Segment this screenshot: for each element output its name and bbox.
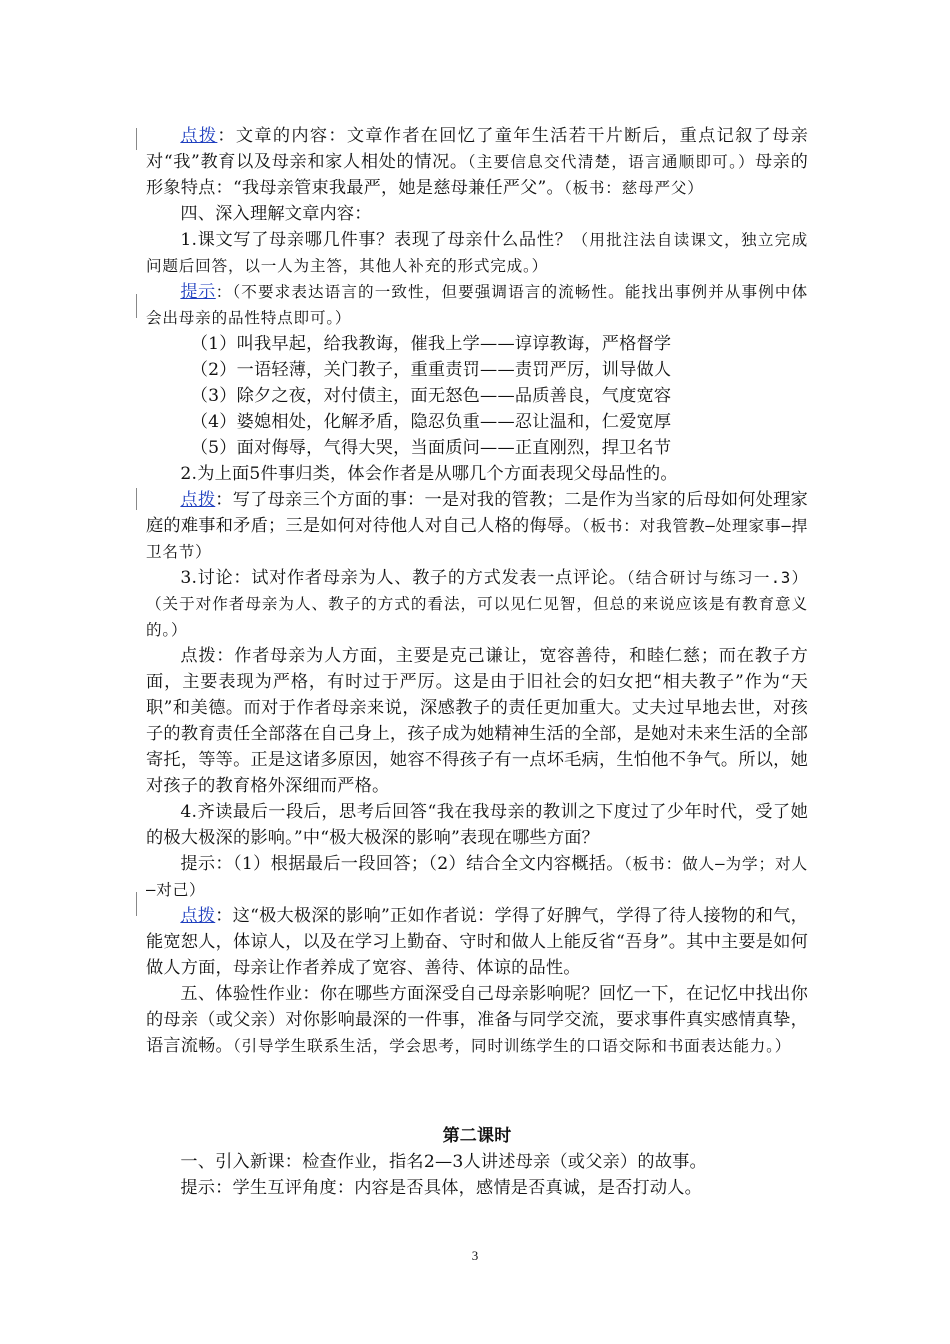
- paragraph: [146, 279, 808, 331]
- paragraph-text: 1.课文写了母亲哪几件事？表现了母亲什么品性？: [180, 230, 573, 250]
- section-title: 第二课时: [442, 1126, 512, 1146]
- hint-link[interactable]: 提示: [180, 282, 216, 302]
- paragraph-text: 母亲的形象特点：“我母亲管束我最严，她是慈母兼任严父”。: [146, 152, 808, 198]
- revision-bar: [136, 488, 137, 510]
- paragraph: [146, 123, 808, 201]
- hint-link[interactable]: 点拨: [180, 126, 218, 146]
- paragraph: [146, 851, 808, 903]
- paragraph: [146, 903, 808, 981]
- paragraph: [146, 565, 808, 643]
- list-item: （4）婆媳相处，化解矛盾，隐忍负重——忍让温和，仁爱宽厚: [190, 412, 672, 432]
- document-body: [146, 123, 808, 1201]
- paragraph: 点拨：作者母亲为人方面，主要是克己谦让，宽容善待，和睦仁慈；而在教子方面，主要表现为严格，有时过于严厉。这是由于旧社会的妇女把“相夫教子”作为“天职”和美德。而对于作者母亲来说，深感教子的责任更加重大。丈夫过早地去世，对孩子的教育责任全部落在自己身上，孩子成为她精神生活的全部，是她对未来生活的全部寄托，等等。正是这诸多原因，她容不得孩子有一点坏毛病，生怕他不争气。所以，她对孩子的教育格外深细而严格。: [146, 646, 808, 796]
- paragraph: [146, 487, 808, 565]
- hint-link[interactable]: 点拨: [180, 906, 216, 926]
- page-number: 3: [471, 1248, 479, 1263]
- paragraph-note: （用批注法自读课文，独立完成问题后回答，以一人为主答，其他人补充的形式完成。）: [146, 231, 808, 275]
- paragraph-text: 3.讨论：试对作者母亲为人、教子的方式发表一点评论。: [180, 568, 627, 588]
- paragraph-note: （板书：慈母严父）: [563, 179, 704, 197]
- hint-link[interactable]: 点拨: [180, 490, 216, 510]
- paragraph: 提示：学生互评角度：内容是否具体，感情是否真诚，是否打动人。: [180, 1178, 703, 1198]
- paragraph-text: 五、体验性作业：你在哪些方面深受自己母亲影响呢？回忆一下，在记忆中找出你的母亲（或父亲）对你影响最深的一件事，准备与同学交流，要求事件真实感情真挚，语言流畅。: [146, 984, 808, 1056]
- list-item: （1）叫我早起，给我教诲，催我上学——谆谆教诲，严格督学: [190, 334, 672, 354]
- paragraph-note: （结合研讨与练习一.3）（关于对作者母亲为人、教子的方式的看法，可以见仁见智，但总的来说应该是有教育意义的。）: [146, 569, 808, 639]
- revision-bar: [136, 294, 137, 318]
- paragraph-note: （板书：做人—为学；对人—对己）: [146, 855, 808, 899]
- spacer: [146, 1059, 808, 1111]
- paragraph-text: ：这“极大极深的影响”正如作者说：学得了好脾气，学得了待人接物的和气，能宽恕人，体谅人，以及在学习上勤奋、守时和做人上能反省“吾身”。其中主要是如何做人方面，母亲让作者养成了宽容、善待、体谅的品性。: [146, 906, 809, 978]
- paragraph-note: （引导学生联系生活，学会思考，同时训练学生的口语交际和书面表达能力。）: [232, 1037, 792, 1055]
- revision-bar: [136, 128, 137, 150]
- paragraph-note: ：（不要求表达语言的一致性，但要强调语言的流畅性。能找出事例并从事例中体会出母亲的品性特点即可。）: [146, 283, 808, 327]
- list-item: （2）一语轻薄，关门教子，重重责罚——责罚严厉，训导做人: [190, 360, 672, 380]
- paragraph: 2.为上面5件事归类，体会作者是从哪几个方面表现父母品性的。: [180, 464, 678, 484]
- paragraph: [146, 227, 808, 279]
- paragraph-note: （主要信息交代清楚，语言通顺即可。）: [467, 153, 755, 171]
- list-item: （5）面对侮辱，气得大哭，当面质问——正直刚烈，捍卫名节: [190, 438, 672, 458]
- revision-bar: [136, 892, 137, 916]
- paragraph-text: 提示：（1）根据最后一段回答；（2）结合全文内容概括。: [180, 854, 624, 874]
- paragraph: [146, 981, 808, 1059]
- list-item: （3）除夕之夜，对付债主，面无怒色——品质善良，气度宽容: [190, 386, 672, 406]
- paragraph-text: ：写了母亲三个方面的事：一是对我的管教；二是作为当家的后母如何处理家庭的难事和矛盾；三是如何对待他人对自己人格的侮辱。: [146, 490, 808, 536]
- paragraph: 4.齐读最后一段后，思考后回答“我在我母亲的教训之下度过了少年时代，受了她的极大极深的影响。”中“极大极深的影响”表现在哪些方面？: [146, 802, 808, 848]
- paragraph: 一、引入新课：检查作业，指名2—3人讲述母亲（或父亲）的故事。: [180, 1152, 707, 1172]
- paragraph-note: （板书：对我管教—处理家事—捍卫名节）: [146, 517, 808, 561]
- section-heading: 四、深入理解文章内容：: [180, 204, 372, 224]
- paragraph-text: ：文章的内容：文章作者在回忆了童年生活若干片断后，重点记叙了母亲对“我”教育以及母亲和家人相处的情况。: [146, 126, 808, 172]
